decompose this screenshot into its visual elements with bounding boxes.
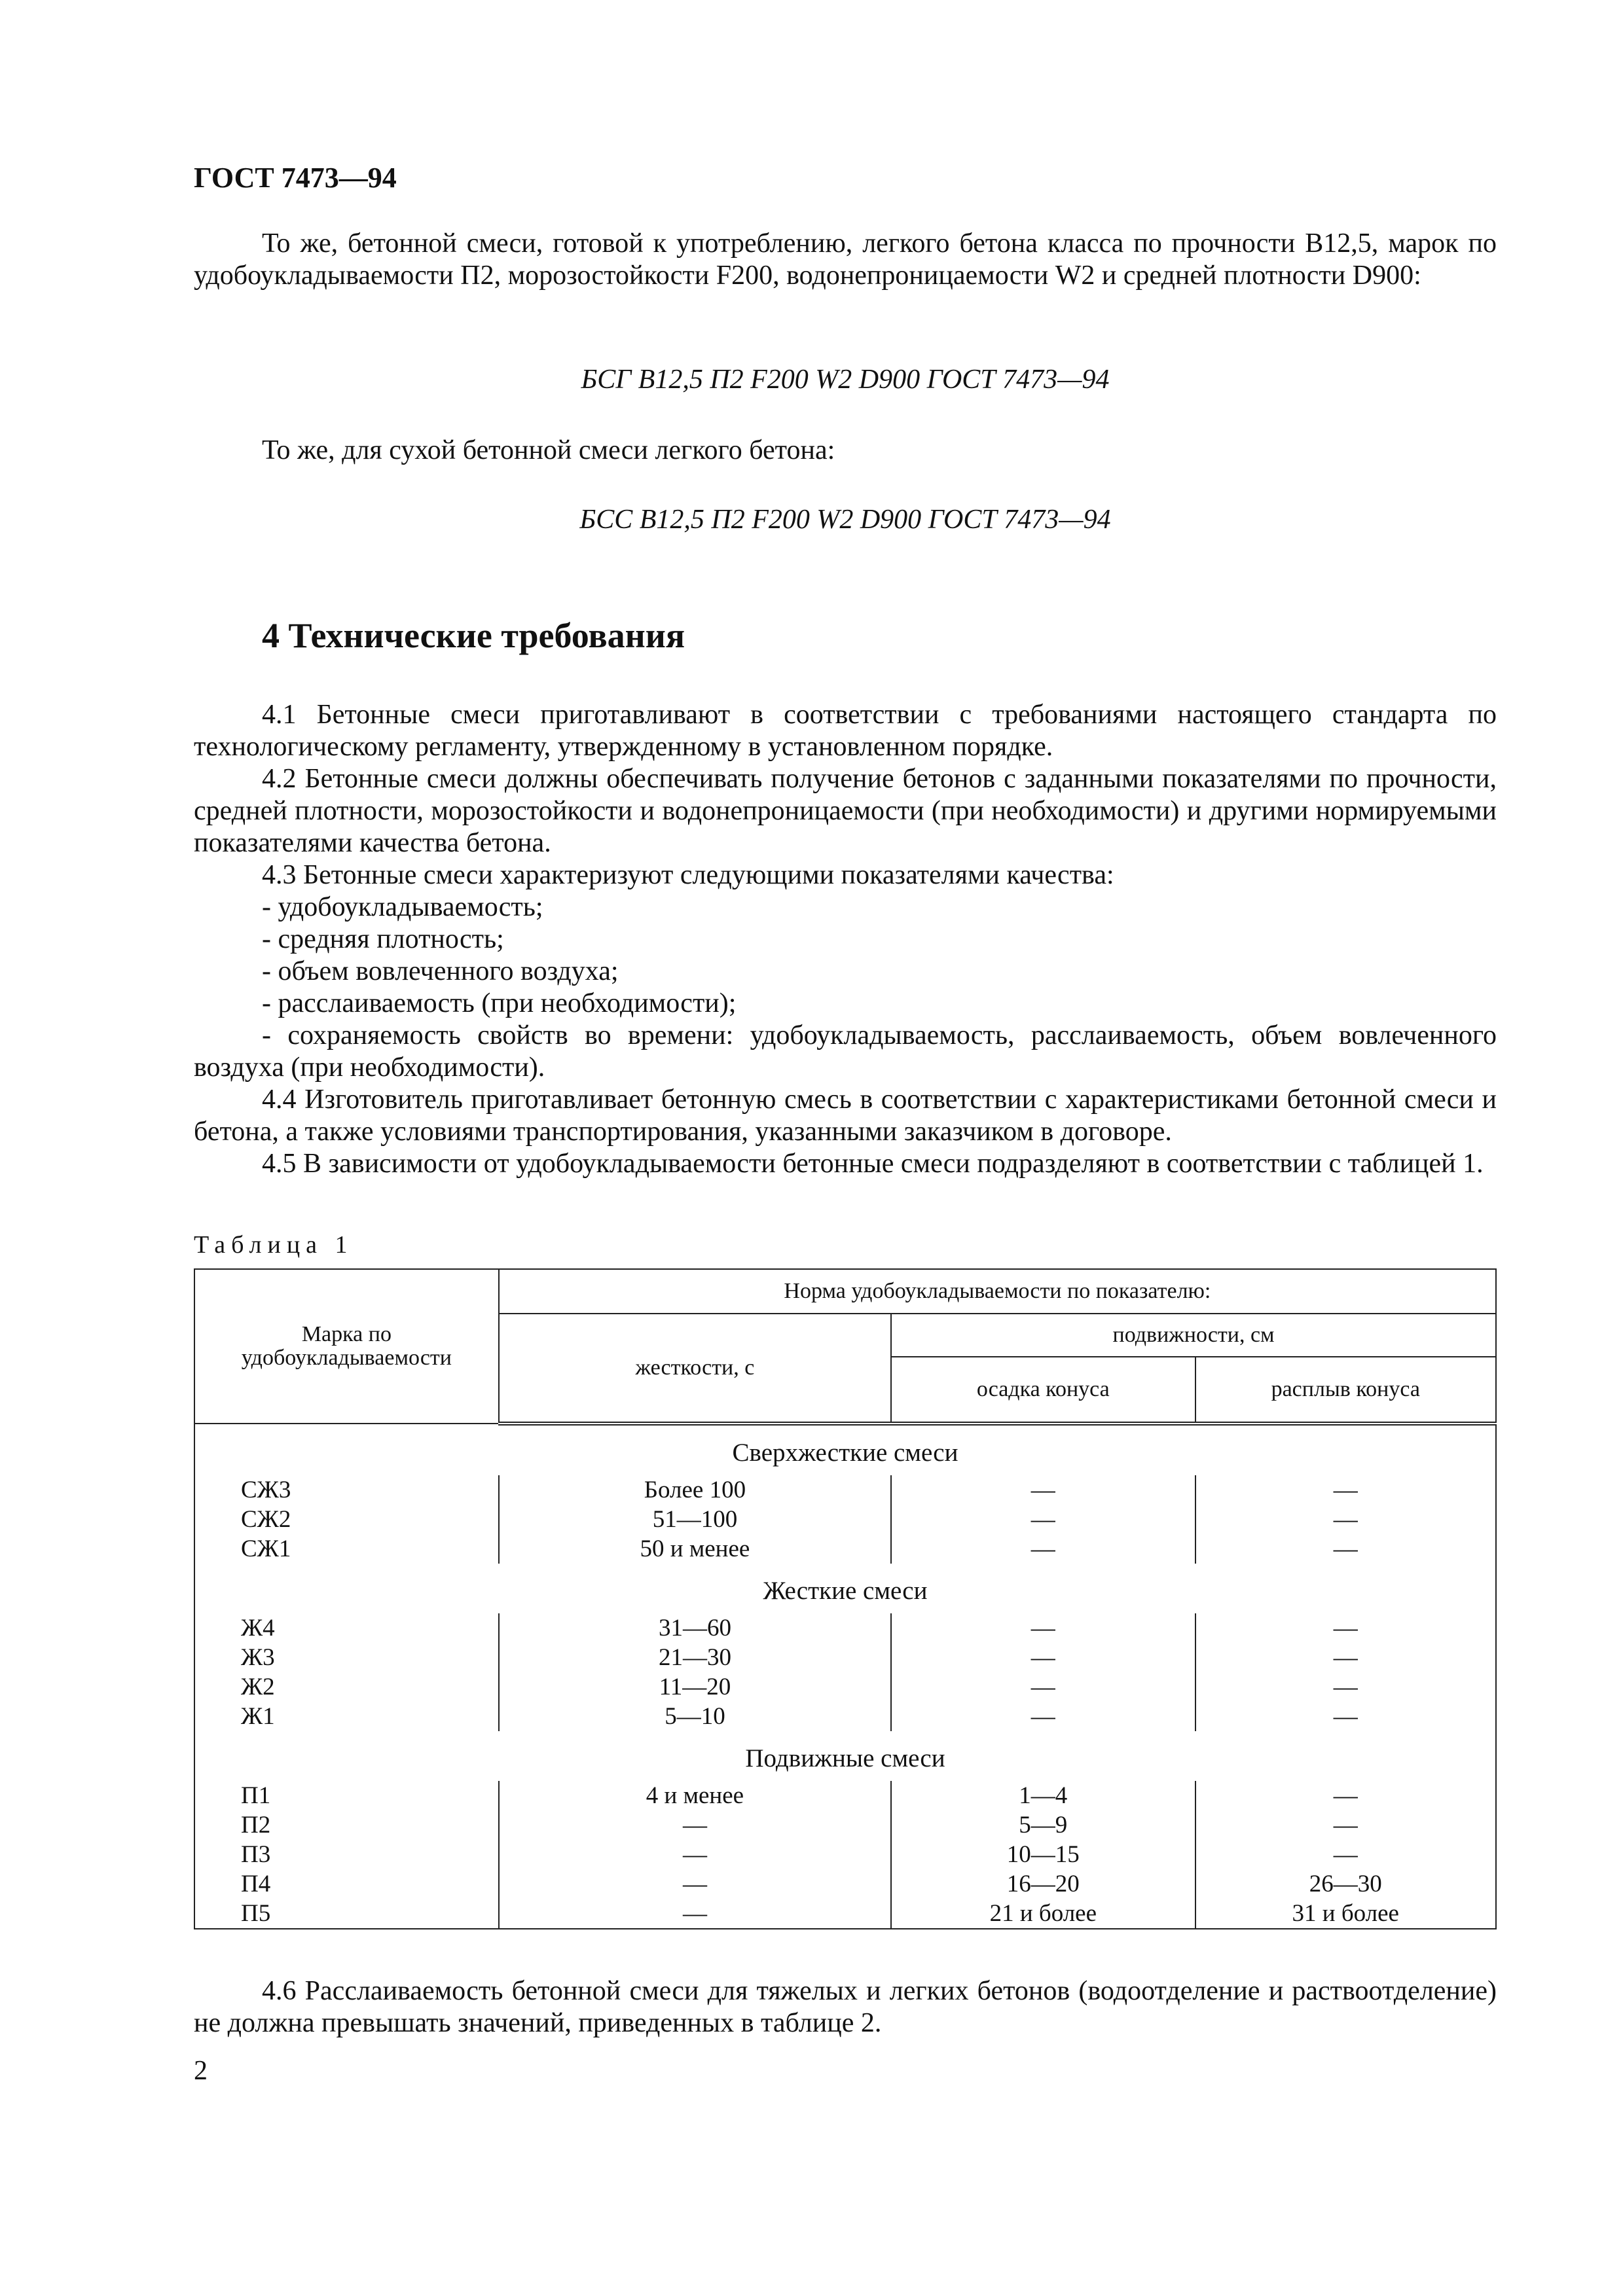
table-row <box>194 1505 1496 1534</box>
cell-stiffness: — <box>499 1899 891 1929</box>
cell-grade: П1 <box>194 1781 499 1810</box>
cell-spread: 31 и более <box>1195 1899 1496 1929</box>
cell-stiffness: 11—20 <box>499 1672 891 1702</box>
table-row <box>194 1899 1496 1929</box>
clause-4-4: 4.4 Изготовитель приготавливает бетонную смесь в соответствии с характеристиками бетонной смеси и бетона, а также условиями транспортирования, указанными заказчиком в договоре. <box>194 1085 1497 1147</box>
table-row <box>194 1840 1496 1869</box>
table-caption: Таблица 1 <box>194 1231 354 1259</box>
table-group-row <box>194 1731 1496 1781</box>
cell-slump: — <box>891 1613 1195 1643</box>
cell-stiffness: — <box>499 1810 891 1840</box>
cell-grade: СЖ1 <box>194 1534 499 1564</box>
cell-slump: — <box>891 1534 1195 1564</box>
table-row <box>194 1534 1496 1564</box>
col-header-stiffness: жесткости, с <box>499 1314 891 1424</box>
cell-grade: П4 <box>194 1869 499 1899</box>
cell-spread: — <box>1195 1475 1496 1505</box>
table-group-title: Жесткие смеси <box>194 1564 1496 1613</box>
cell-slump: — <box>891 1702 1195 1731</box>
cell-stiffness: 5—10 <box>499 1702 891 1731</box>
table-row <box>194 1781 1496 1810</box>
clause-4-5: 4.5 В зависимости от удобоукладываемости бетонные смеси подразделяют в соответствии с таблицей 1. <box>262 1149 1484 1179</box>
cell-spread: — <box>1195 1534 1496 1564</box>
clause-4-2: 4.2 Бетонные смеси должны обеспечивать получение бетонов с заданными показателями по прочности, средней плотности, морозостойкости и водонепроницаемости (при необходимости) и другими нормируемыми показателями качества бетона. <box>194 764 1497 858</box>
designation-example-1: БСГ В12,5 П2 F200 W2 D900 ГОСТ 7473—94 <box>581 365 1110 395</box>
table-group-row <box>194 1564 1496 1613</box>
cell-grade: Ж2 <box>194 1672 499 1702</box>
page-number: 2 <box>194 2056 208 2086</box>
cell-spread: — <box>1195 1505 1496 1534</box>
col-header-spread: расплыв конуса <box>1195 1357 1496 1424</box>
table-row <box>194 1869 1496 1899</box>
clause-4-6: 4.6 Расслаиваемость бетонной смеси для тяжелых и легких бетонов (водоотделение и раствоотделение) не должна превышать значений, приведенных в таблице 2. <box>194 1976 1497 2038</box>
cell-stiffness: 31—60 <box>499 1613 891 1643</box>
cell-grade: П2 <box>194 1810 499 1840</box>
table-row <box>194 1475 1496 1505</box>
cell-grade: Ж3 <box>194 1643 499 1672</box>
table-row <box>194 1643 1496 1672</box>
cell-slump: 16—20 <box>891 1869 1195 1899</box>
list-item: - средняя плотность; <box>262 924 504 954</box>
intro-paragraph-2: То же, для сухой бетонной смеси легкого бетона: <box>262 435 835 465</box>
clause-4-1: 4.1 Бетонные смеси приготавливают в соответствии с требованиями настоящего стандарта по технологическому регламенту, утвержденному в установленном порядке. <box>194 700 1497 762</box>
cell-grade: П3 <box>194 1840 499 1869</box>
section-title: 4 Технические требования <box>262 616 685 655</box>
col-header-grade: Марка по удобоукладываемости <box>194 1269 499 1424</box>
cell-slump: 5—9 <box>891 1810 1195 1840</box>
col-header-slump: осадка конуса <box>891 1357 1195 1424</box>
cell-spread: — <box>1195 1672 1496 1702</box>
cell-slump: — <box>891 1672 1195 1702</box>
cell-stiffness: — <box>499 1869 891 1899</box>
table-row <box>194 1613 1496 1643</box>
cell-spread: — <box>1195 1781 1496 1810</box>
cell-slump: — <box>891 1505 1195 1534</box>
col-header-norm: Норма удобоукладываемости по показателю: <box>499 1269 1496 1314</box>
table-group-title: Подвижные смеси <box>194 1731 1496 1781</box>
cell-grade: СЖ3 <box>194 1475 499 1505</box>
col-header-mobility: подвижности, см <box>891 1314 1496 1357</box>
cell-spread: 26—30 <box>1195 1869 1496 1899</box>
cell-slump: — <box>891 1643 1195 1672</box>
document-header: ГОСТ 7473—94 <box>194 162 397 194</box>
cell-spread: — <box>1195 1840 1496 1869</box>
table-row <box>194 1672 1496 1702</box>
list-item: - удобоукладываемость; <box>262 892 543 922</box>
cell-slump: 10—15 <box>891 1840 1195 1869</box>
cell-slump: — <box>891 1475 1195 1505</box>
cell-spread: — <box>1195 1643 1496 1672</box>
table-1 <box>194 1268 1497 1929</box>
cell-grade: П5 <box>194 1899 499 1929</box>
cell-stiffness: 50 и менее <box>499 1534 891 1564</box>
designation-example-2: БСС В12,5 П2 F200 W2 D900 ГОСТ 7473—94 <box>579 505 1111 535</box>
table-group-row <box>194 1424 1496 1475</box>
table-row <box>194 1702 1496 1731</box>
cell-stiffness: 4 и менее <box>499 1781 891 1810</box>
list-item: - расслаиваемость (при необходимости); <box>262 988 737 1018</box>
cell-stiffness: 21—30 <box>499 1643 891 1672</box>
cell-stiffness: Более 100 <box>499 1475 891 1505</box>
cell-grade: Ж1 <box>194 1702 499 1731</box>
table-group-title: Сверхжесткие смеси <box>194 1424 1496 1475</box>
cell-slump: 1—4 <box>891 1781 1195 1810</box>
list-item-5: - сохраняемость свойств во времени: удобоукладываемость, расслаиваемость, объем вовлеченного воздуха (при необходимости). <box>194 1020 1497 1083</box>
cell-stiffness: 51—100 <box>499 1505 891 1534</box>
cell-grade: СЖ2 <box>194 1505 499 1534</box>
cell-spread: — <box>1195 1810 1496 1840</box>
table-row <box>194 1810 1496 1840</box>
list-item: - объем вовлеченного воздуха; <box>262 956 619 986</box>
clause-4-3: 4.3 Бетонные смеси характеризуют следующими показателями качества: <box>262 860 1114 890</box>
cell-spread: — <box>1195 1702 1496 1731</box>
cell-stiffness: — <box>499 1840 891 1869</box>
intro-paragraph-1: То же, бетонной смеси, готовой к употреблению, легкого бетона класса по прочности В12,5, марок по удобоукладываемости П2, морозостойкости F200, водонепроницаемости W2 и средней плотности D900: <box>194 228 1497 291</box>
cell-grade: Ж4 <box>194 1613 499 1643</box>
cell-spread: — <box>1195 1613 1496 1643</box>
cell-slump: 21 и более <box>891 1899 1195 1929</box>
